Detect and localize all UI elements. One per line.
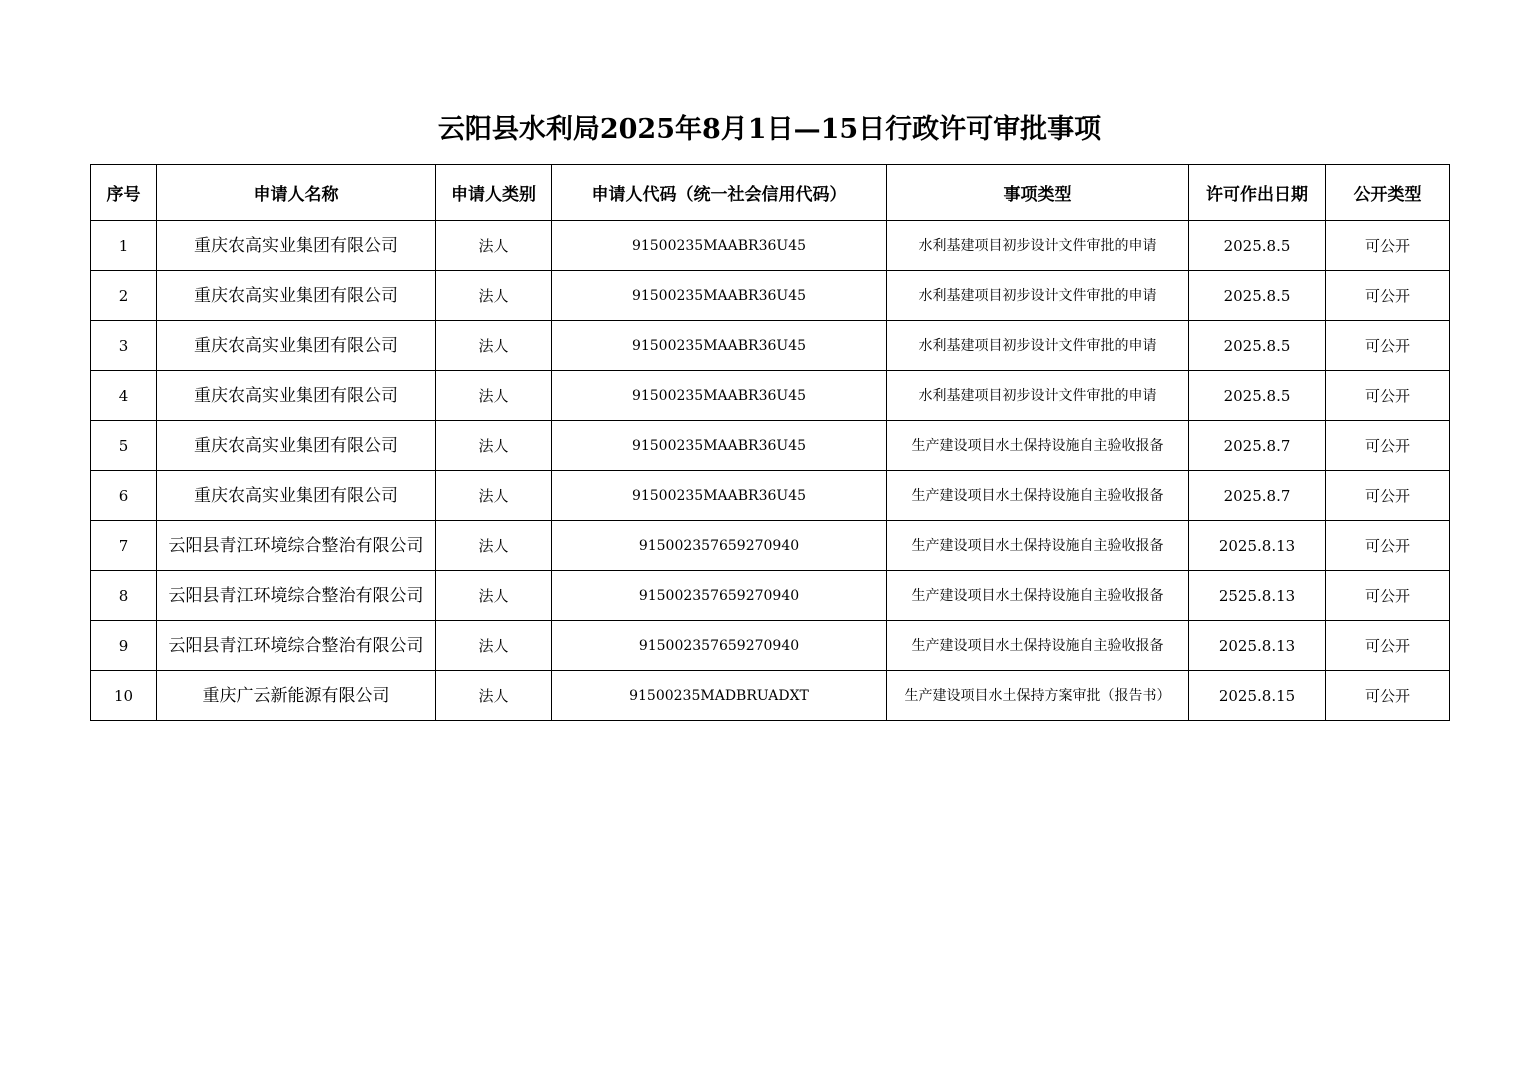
cell-no: 6 — [91, 471, 157, 521]
cell-no: 4 — [91, 371, 157, 421]
header-applicant-code: 申请人代码（统一社会信用代码） — [552, 165, 887, 221]
table-row — [91, 521, 1450, 571]
cell-applicant-code: 91500235MAABR36U45 — [552, 321, 887, 371]
header-applicant-category: 申请人类别 — [436, 165, 552, 221]
cell-item-type: 生产建设项目水土保持方案审批（报告书） — [887, 671, 1189, 721]
table-row — [91, 421, 1450, 471]
cell-public-type: 可公开 — [1326, 321, 1450, 371]
cell-permit-date: 2025.8.13 — [1189, 521, 1326, 571]
cell-no: 3 — [91, 321, 157, 371]
cell-permit-date: 2025.8.7 — [1189, 471, 1326, 521]
cell-no: 7 — [91, 521, 157, 571]
cell-applicant-category: 法人 — [436, 421, 552, 471]
cell-applicant-name: 云阳县青江环境综合整治有限公司 — [157, 621, 436, 671]
cell-public-type: 可公开 — [1326, 221, 1450, 271]
cell-applicant-category: 法人 — [436, 321, 552, 371]
cell-applicant-category: 法人 — [436, 471, 552, 521]
cell-no: 5 — [91, 421, 157, 471]
cell-applicant-name: 重庆农高实业集团有限公司 — [157, 471, 436, 521]
cell-applicant-category: 法人 — [436, 221, 552, 271]
cell-item-type: 生产建设项目水土保持设施自主验收报备 — [887, 471, 1189, 521]
cell-applicant-name: 云阳县青江环境综合整治有限公司 — [157, 571, 436, 621]
cell-applicant-category: 法人 — [436, 571, 552, 621]
cell-public-type: 可公开 — [1326, 371, 1450, 421]
cell-applicant-name: 重庆广云新能源有限公司 — [157, 671, 436, 721]
cell-permit-date: 2025.8.5 — [1189, 321, 1326, 371]
cell-applicant-name: 重庆农高实业集团有限公司 — [157, 321, 436, 371]
header-item-type: 事项类型 — [887, 165, 1189, 221]
table-row — [91, 221, 1450, 271]
cell-applicant-category: 法人 — [436, 521, 552, 571]
cell-public-type: 可公开 — [1326, 471, 1450, 521]
cell-applicant-category: 法人 — [436, 271, 552, 321]
cell-item-type: 水利基建项目初步设计文件审批的申请 — [887, 271, 1189, 321]
cell-applicant-name: 重庆农高实业集团有限公司 — [157, 271, 436, 321]
table-header-row — [91, 165, 1450, 221]
cell-item-type: 水利基建项目初步设计文件审批的申请 — [887, 221, 1189, 271]
cell-applicant-code: 91500235MAABR36U45 — [552, 371, 887, 421]
cell-applicant-name: 重庆农高实业集团有限公司 — [157, 371, 436, 421]
cell-permit-date: 2025.8.13 — [1189, 621, 1326, 671]
table-row — [91, 371, 1450, 421]
cell-permit-date: 2525.8.13 — [1189, 571, 1326, 621]
cell-permit-date: 2025.8.5 — [1189, 271, 1326, 321]
page-title: 云阳县水利局2025年8月1日—15日行政许可审批事项 — [437, 114, 1102, 145]
cell-applicant-category: 法人 — [436, 671, 552, 721]
cell-no: 2 — [91, 271, 157, 321]
cell-permit-date: 2025.8.5 — [1189, 371, 1326, 421]
cell-applicant-code: 91500235MAABR36U45 — [552, 221, 887, 271]
header-applicant-name: 申请人名称 — [157, 165, 436, 221]
approval-table — [90, 164, 1450, 721]
cell-applicant-code: 91500235MAABR36U45 — [552, 271, 887, 321]
cell-permit-date: 2025.8.7 — [1189, 421, 1326, 471]
cell-applicant-code: 91500235MADBRUADXT — [552, 671, 887, 721]
cell-no: 10 — [91, 671, 157, 721]
cell-applicant-code: 915002357659270940 — [552, 571, 887, 621]
cell-no: 9 — [91, 621, 157, 671]
header-public-type: 公开类型 — [1326, 165, 1450, 221]
cell-item-type: 生产建设项目水土保持设施自主验收报备 — [887, 421, 1189, 471]
cell-item-type: 生产建设项目水土保持设施自主验收报备 — [887, 521, 1189, 571]
table-row — [91, 671, 1450, 721]
cell-public-type: 可公开 — [1326, 421, 1450, 471]
cell-permit-date: 2025.8.5 — [1189, 221, 1326, 271]
cell-applicant-name: 重庆农高实业集团有限公司 — [157, 221, 436, 271]
cell-item-type: 生产建设项目水土保持设施自主验收报备 — [887, 621, 1189, 671]
header-permit-date: 许可作出日期 — [1189, 165, 1326, 221]
table-row — [91, 621, 1450, 671]
cell-public-type: 可公开 — [1326, 521, 1450, 571]
cell-public-type: 可公开 — [1326, 671, 1450, 721]
cell-applicant-code: 91500235MAABR36U45 — [552, 421, 887, 471]
table-row — [91, 321, 1450, 371]
cell-applicant-code: 915002357659270940 — [552, 521, 887, 571]
cell-no: 8 — [91, 571, 157, 621]
cell-applicant-category: 法人 — [436, 621, 552, 671]
cell-no: 1 — [91, 221, 157, 271]
cell-item-type: 水利基建项目初步设计文件审批的申请 — [887, 321, 1189, 371]
cell-applicant-code: 915002357659270940 — [552, 621, 887, 671]
table-row — [91, 571, 1450, 621]
header-no: 序号 — [91, 165, 157, 221]
cell-item-type: 水利基建项目初步设计文件审批的申请 — [887, 371, 1189, 421]
cell-applicant-name: 云阳县青江环境综合整治有限公司 — [157, 521, 436, 571]
cell-item-type: 生产建设项目水土保持设施自主验收报备 — [887, 571, 1189, 621]
cell-public-type: 可公开 — [1326, 621, 1450, 671]
cell-permit-date: 2025.8.15 — [1189, 671, 1326, 721]
table-row — [91, 471, 1450, 521]
cell-applicant-category: 法人 — [436, 371, 552, 421]
cell-public-type: 可公开 — [1326, 271, 1450, 321]
cell-public-type: 可公开 — [1326, 571, 1450, 621]
table-row — [91, 271, 1450, 321]
cell-applicant-name: 重庆农高实业集团有限公司 — [157, 421, 436, 471]
cell-applicant-code: 91500235MAABR36U45 — [552, 471, 887, 521]
